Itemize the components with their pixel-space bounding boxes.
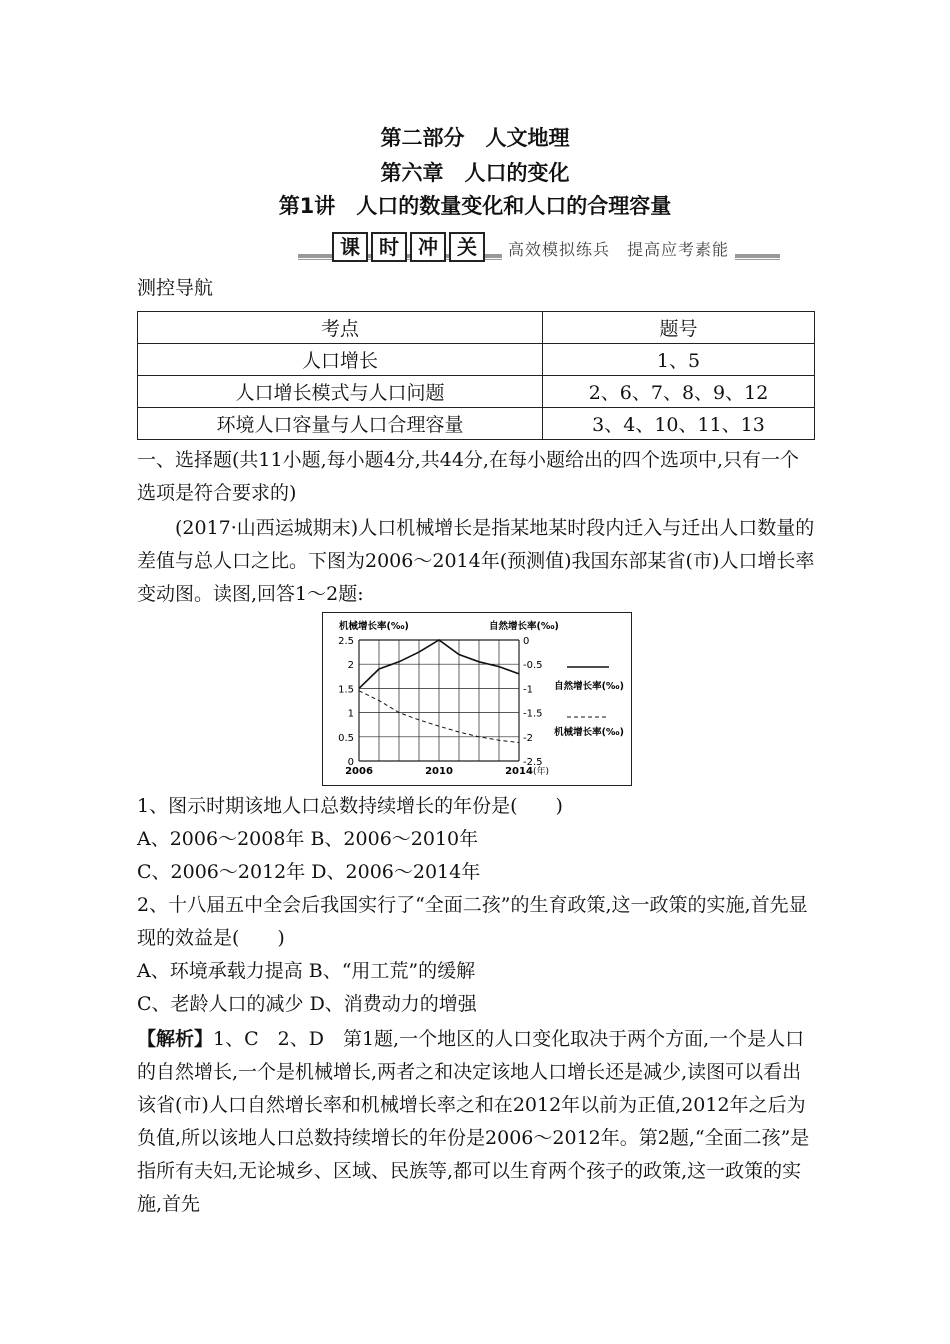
legend-label: 机械增长率(‰) [554,727,624,738]
section-banner [298,232,780,262]
table-row [138,376,815,408]
chart-svg [323,613,631,785]
section-intro: 一、选择题(共11小题,每小题4分,共44分,在每小题给出的四个选项中,只有一个选项是符合要求的) [137,449,800,504]
left-tick-label: 2 [347,660,354,672]
banner-char: 冲 [410,232,446,262]
right-tick-label: -1 [523,684,533,696]
q1-options-cd: C、2006～2012年 D、2006～2014年 [137,861,481,883]
banner-char: 时 [371,232,407,262]
nav-heading: 测控导航 [137,277,214,299]
right-tick-label: 0 [523,636,530,647]
table-cell: 1、5 [543,344,815,376]
table-header-row [138,312,815,344]
topic-table [137,311,815,440]
table-header: 题号 [543,312,815,344]
population-growth-chart [322,612,632,786]
legend-label: 自然增长率(‰) [554,681,624,692]
banner-slogan: 高效模拟练兵 提高应考素能 [502,237,735,260]
table-header: 考点 [138,312,543,344]
x-tick-label: 2014 [505,766,533,777]
analysis-label: 【解析】 [137,1028,214,1050]
table-cell: 人口增长模式与人口问题 [138,376,543,408]
table-row [138,344,815,376]
q1-stem: 1、图示时期该地人口总数持续增长的年份是( ) [137,795,563,817]
x-unit-label: (年) [532,767,550,777]
left-tick-label: 1.5 [338,684,354,696]
table-cell: 3、4、10、11、13 [543,408,815,440]
x-tick-label: 2010 [425,766,453,777]
lesson-title: 第1讲 人口的数量变化和人口的合理容量 [278,194,672,218]
right-tick-label: -1.5 [523,708,543,720]
left-tick-label: 0 [347,757,354,768]
x-tick-label: 2006 [345,766,373,777]
banner-char: 课 [332,232,368,262]
left-tick-label: 2.5 [338,636,354,647]
table-cell: 人口增长 [138,344,543,376]
left-axis-title: 机械增长率(‰) [339,621,409,632]
part-title: 第二部分 人文地理 [380,126,570,150]
right-axis-title: 自然增长率(‰) [489,621,559,632]
table-cell: 环境人口容量与人口合理容量 [138,408,543,440]
right-tick-label: -0.5 [523,660,543,672]
banner-char: 关 [449,232,485,262]
analysis [137,1023,817,1221]
q2-options-cd: C、老龄人口的减少 D、消费动力的增强 [137,993,477,1015]
table-row [138,408,815,440]
right-tick-label: -2.5 [523,757,543,768]
q2-stem: 2、十八届五中全会后我国实行了“全面二孩”的生育政策,这一政策的实施,首先显现的效益是( ) [137,894,808,949]
table-cell: 2、6、7、8、9、12 [543,376,815,408]
left-tick-label: 1 [347,708,354,720]
q1-options-ab: A、2006～2008年 B、2006～2010年 [137,828,479,850]
chapter-title: 第六章 人口的变化 [380,161,570,185]
left-tick-label: 0.5 [338,732,354,744]
q2-options-ab: A、环境承载力提高 B、“用工荒”的缓解 [137,960,476,982]
question-stem: (2017·山西运城期末)人口机械增长是指某地某时段内迁入与迁出人口数量的差值与总人口之比。下图为2006～2014年(预测值)我国东部某省(市)人口增长率变动图。读图,回答1～2题: [137,517,815,605]
analysis-body: 1、C 2、D 第1题,一个地区的人口变化取决于两个方面,一个是人口的自然增长,一个是机械增长,两者之和决定该地人口增长还是减少,读图可以看出该省(市)人口自然增长率和机械增长率之和在2012年以前为正值,2012年之后为负值,所以该地人口总数持续增长的年份是2006～2012年。第2题,“全面二孩”是指所有夫妇,无论城乡、区域、民族等,都可以生育两个孩子的政策,这一政策的实施,首先 [137,1028,810,1215]
right-tick-label: -2 [523,732,533,744]
